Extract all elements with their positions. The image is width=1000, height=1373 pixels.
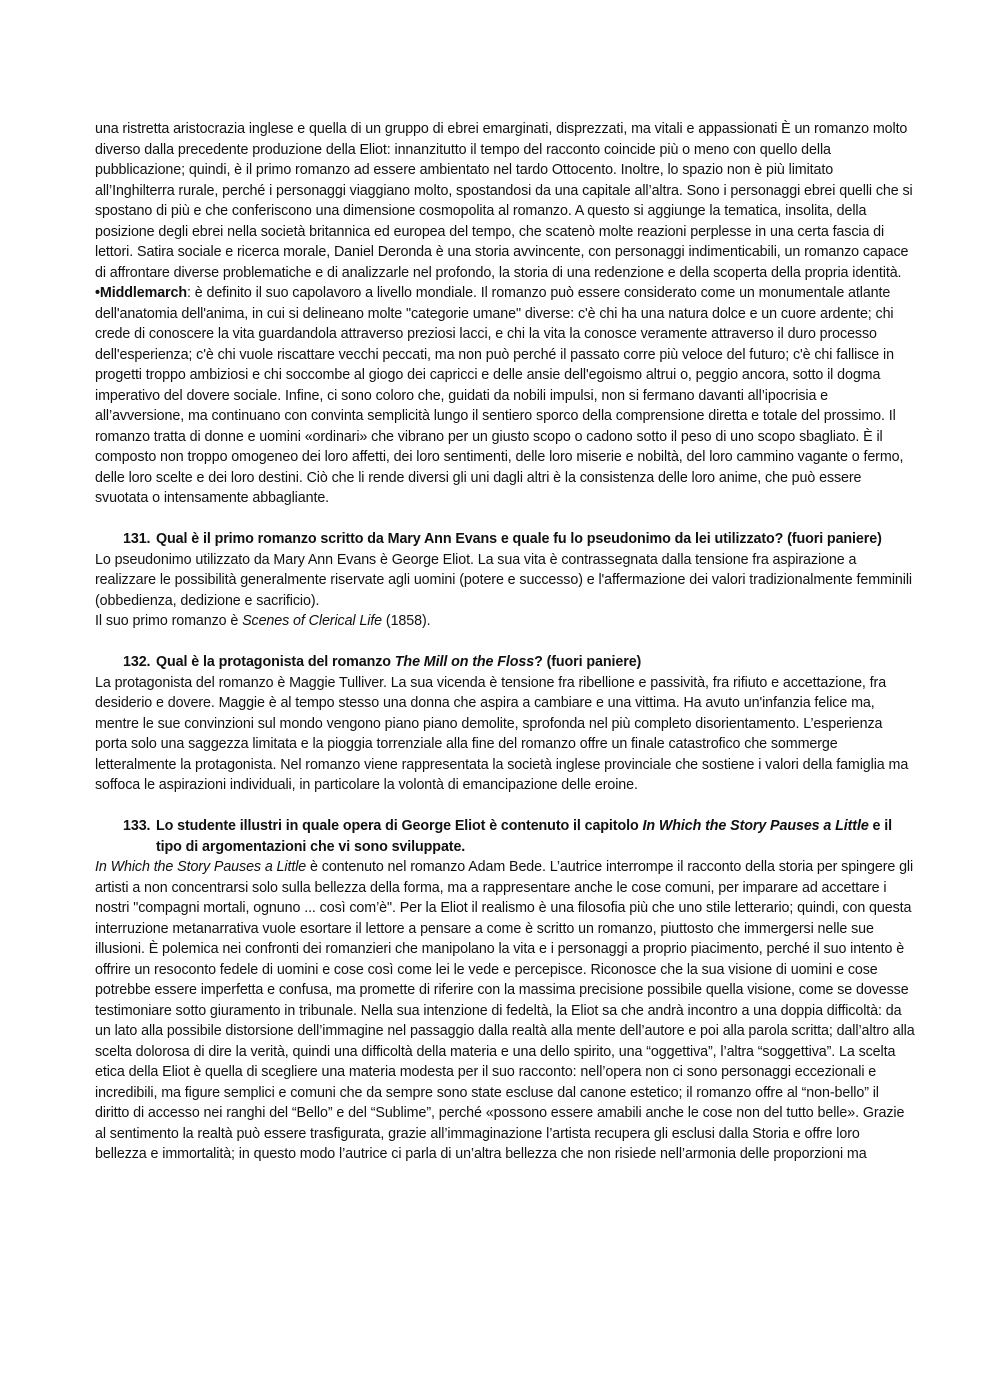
bullet: • bbox=[95, 285, 100, 301]
middlemarch-title: Middlemarch bbox=[99, 285, 187, 301]
book-title: The Mill on the Floss bbox=[394, 654, 535, 670]
page-content bbox=[95, 119, 915, 1165]
question-131 bbox=[95, 529, 915, 550]
question-text-part: Qual è la protagonista del romanzo bbox=[156, 654, 395, 670]
spacer bbox=[95, 796, 915, 817]
paragraph-daniel-deronda: una ristretta aristocrazia inglese e quella di un gruppo di ebrei emarginati, disprezzati, ma vitali e appassionati È un romanzo molto diverso dalla precedente produzione della Eliot: innanzitutto il tempo del racconto coincide più o meno con quello della pubblicazione; quindi, è il primo romanzo ad essere ambientato nel tardo Ottocento. Inoltre, lo spazio non è più limitato all’Inghilterra rurale, perché i personaggi viaggiano molto, spostandosi da una capitale all’altra. Sono i personaggi ebrei quelli che si spostano di più e che conferiscono una dimensione cosmopolita al romanzo. A questo si aggiunge la tematica, insolita, della posizione degli ebrei nella società britannica ed europea del tempo, che scatenò molte reazioni perplesse in una certa fascia di lettori. Satira sociale e ricerca morale, Daniel Deronda è una storia avvincente, con personaggi indimenticabili, un romanzo capace di affrontare diverse problematiche e di analizzarle nel profondo, la storia di una redenzione e della scoperta della propria identità. bbox=[95, 121, 913, 281]
answer-132: La protagonista del romanzo è Maggie Tulliver. La sua vicenda è tensione fra ribellione e passività, fra rifiuto e accettazione, fra desiderio e dovere. Maggie è al tempo stesso una donna che aspira a cambiare e una vittima. Ha avuto un'infanzia felice ma, mentre le sue convinzioni sul mondo vengono piano piano demolite, sprofonda nel più completo disorientamento. L’esperienza porta solo una saggezza limitata e la pioggia torrenziale alla fine del romanzo offre un finale catastrofico che sommerge letteralmente la protagonista. Nel romanzo viene rappresentata la società inglese provinciale che sostiene i valori della famiglia ma soffoca le aspirazioni individuali, in particolare la volontà di emancipazione delle eroine. bbox=[95, 674, 909, 793]
question-text-part: ? (fuori paniere) bbox=[534, 654, 642, 670]
question-number: 133. bbox=[123, 818, 151, 834]
question-132 bbox=[95, 652, 915, 673]
answer-131-paragraph-2 bbox=[95, 611, 915, 632]
answer-text: Il suo primo romanzo è bbox=[95, 613, 243, 629]
spacer bbox=[95, 509, 915, 530]
question-number: 132. bbox=[123, 654, 151, 670]
question-text-part: e il tipo di argomentazioni che vi sono sviluppate. bbox=[156, 818, 893, 855]
chapter-title: In Which the Story Pauses a Little bbox=[95, 859, 307, 875]
spacer bbox=[95, 632, 915, 653]
question-text-part: Lo studente illustri in quale opera di George Eliot è contenuto il capitolo bbox=[156, 818, 643, 834]
chapter-title: In Which the Story Pauses a Little bbox=[642, 818, 869, 834]
question-133 bbox=[95, 816, 915, 857]
answer-133 bbox=[95, 857, 915, 1165]
answer-text: (1858). bbox=[382, 613, 431, 629]
book-title: Scenes of Clerical Life bbox=[242, 613, 383, 629]
answer-131-paragraph-1: Lo pseudonimo utilizzato da Mary Ann Evans è George Eliot. La sua vita è contrassegnata dalla tensione fra aspirazione a realizzare le possibilità generalmente riservate agli uomini (potere e successo) e l'affermazione dei valori tradizionalmente femminili (obbedienza, dedizione e sacrificio). bbox=[95, 551, 912, 609]
paragraph-middlemarch bbox=[95, 283, 915, 509]
question-text bbox=[156, 652, 915, 673]
question-text: Qual è il primo romanzo scritto da Mary Ann Evans e quale fu lo pseudonimo da lei utilizzato? (fuori paniere) bbox=[156, 531, 882, 547]
question-text bbox=[156, 816, 915, 857]
middlemarch-text: : è definito il suo capolavoro a livello mondiale. Il romanzo può essere considerato come un monumentale atlante dell'anatomia dell'anima, in cui si delineano molte "categorie umane" diverse: c'è chi ha una natura dolce e un cuore ardente; chi crede di conoscere la vita guardandola attraverso preziosi lacci, e chi la vita la conosce veramente attraverso il duro processo dell'esperienza; c'è chi vuole riscattare vecchi peccati, ma non può perché il passato corre più veloce del futuro; c'è chi fallisce in progetti troppo ambiziosi e chi soccombe al giogo dei capricci e delle ansie dell'egoismo altrui o, peggio ancora, sotto il dogma imperativo del dovere sociale. Infine, ci sono coloro che, guidati da nobili impulsi, non si fermano davanti all’ipocrisia e all’avversione, ma continuano con convinta semplicità lungo il sentiero sporco della comprensione diretta e totale del prossimo. Il romanzo tratta di donne e uomini «ordinari» che vibrano per un giusto scopo o cadono sotto il peso di uno scopo sbagliato. È il composto non troppo omogeneo dei loro affetti, dei loro sentimenti, delle loro miserie e nobiltà, del loro cammino vagante o fermo, delle loro scelte e dei loro destini. Ciò che li rende diversi gli uni dagli altri è la consistenza delle loro anime, che può essere svuotata o intensamente abbagliante. bbox=[95, 285, 904, 506]
question-number: 131. bbox=[123, 531, 151, 547]
answer-text: è contenuto nel romanzo Adam Bede. L’autrice interrompe il racconto della storia per spingere gli artisti a non concentrarsi solo sulla bellezza della forma, ma a rappresentare anche le cose comuni, per imparare ad accettare i nostri "compagni mortali, ognuno ... così com’è". Per la Eliot il realismo è una filosofia più che uno stile letterario; quindi, con questa interruzione metanarrativa vuole esortare il lettore a pensare a come è scritto un romanzo, piuttosto che immergersi nelle sue illusioni. È polemica nei confronti dei romanzieri che manipolano la vita e i personaggi a proprio piacimento, perché il suo intento è offrire un resoconto fedele di uomini e cose così come lei le vede e percepisce. Riconosce che la sua visione di uomini e cose potrebbe essere imperfetta e confusa, ma promette di riferire con la massima precisione possibile quella visione, come se dovesse testimoniare sotto giuramento in tribunale. Nella sua intenzione di fedeltà, la Eliot sa che andrà incontro a una doppia difficoltà: da un lato alla possibile distorsione dell’immagine nel passaggio dalla realtà alla mente dell’autore e poi alla parola scritta; dall’altro alla scelta dolorosa di dire la verità, quindi una difficoltà della materia e una dello spirito, una “oggettiva”, l’altra “soggettiva”. La scelta etica della Eliot è quella di scegliere una materia modesta per il suo racconto: nell’opera non ci sono personaggi eccezionali e incredibili, ma figure semplici e comuni che da sempre sono state escluse dal canone estetico; il romanzo offre al “non-bello” il diritto di accesso nei ranghi del “Bello” e del “Sublime”, perché «possono essere amabili anche le cose non del tutto belle». Grazie al sentimento la realtà può essere trasfigurata, grazie all’immaginazione l’artista recupera gli esclusi dalla Storia e offre loro bellezza e immortalità; in questo modo l’autrice ci parla di un’altra bellezza che non risiede nell’armonia delle proporzioni ma bbox=[95, 859, 915, 1162]
